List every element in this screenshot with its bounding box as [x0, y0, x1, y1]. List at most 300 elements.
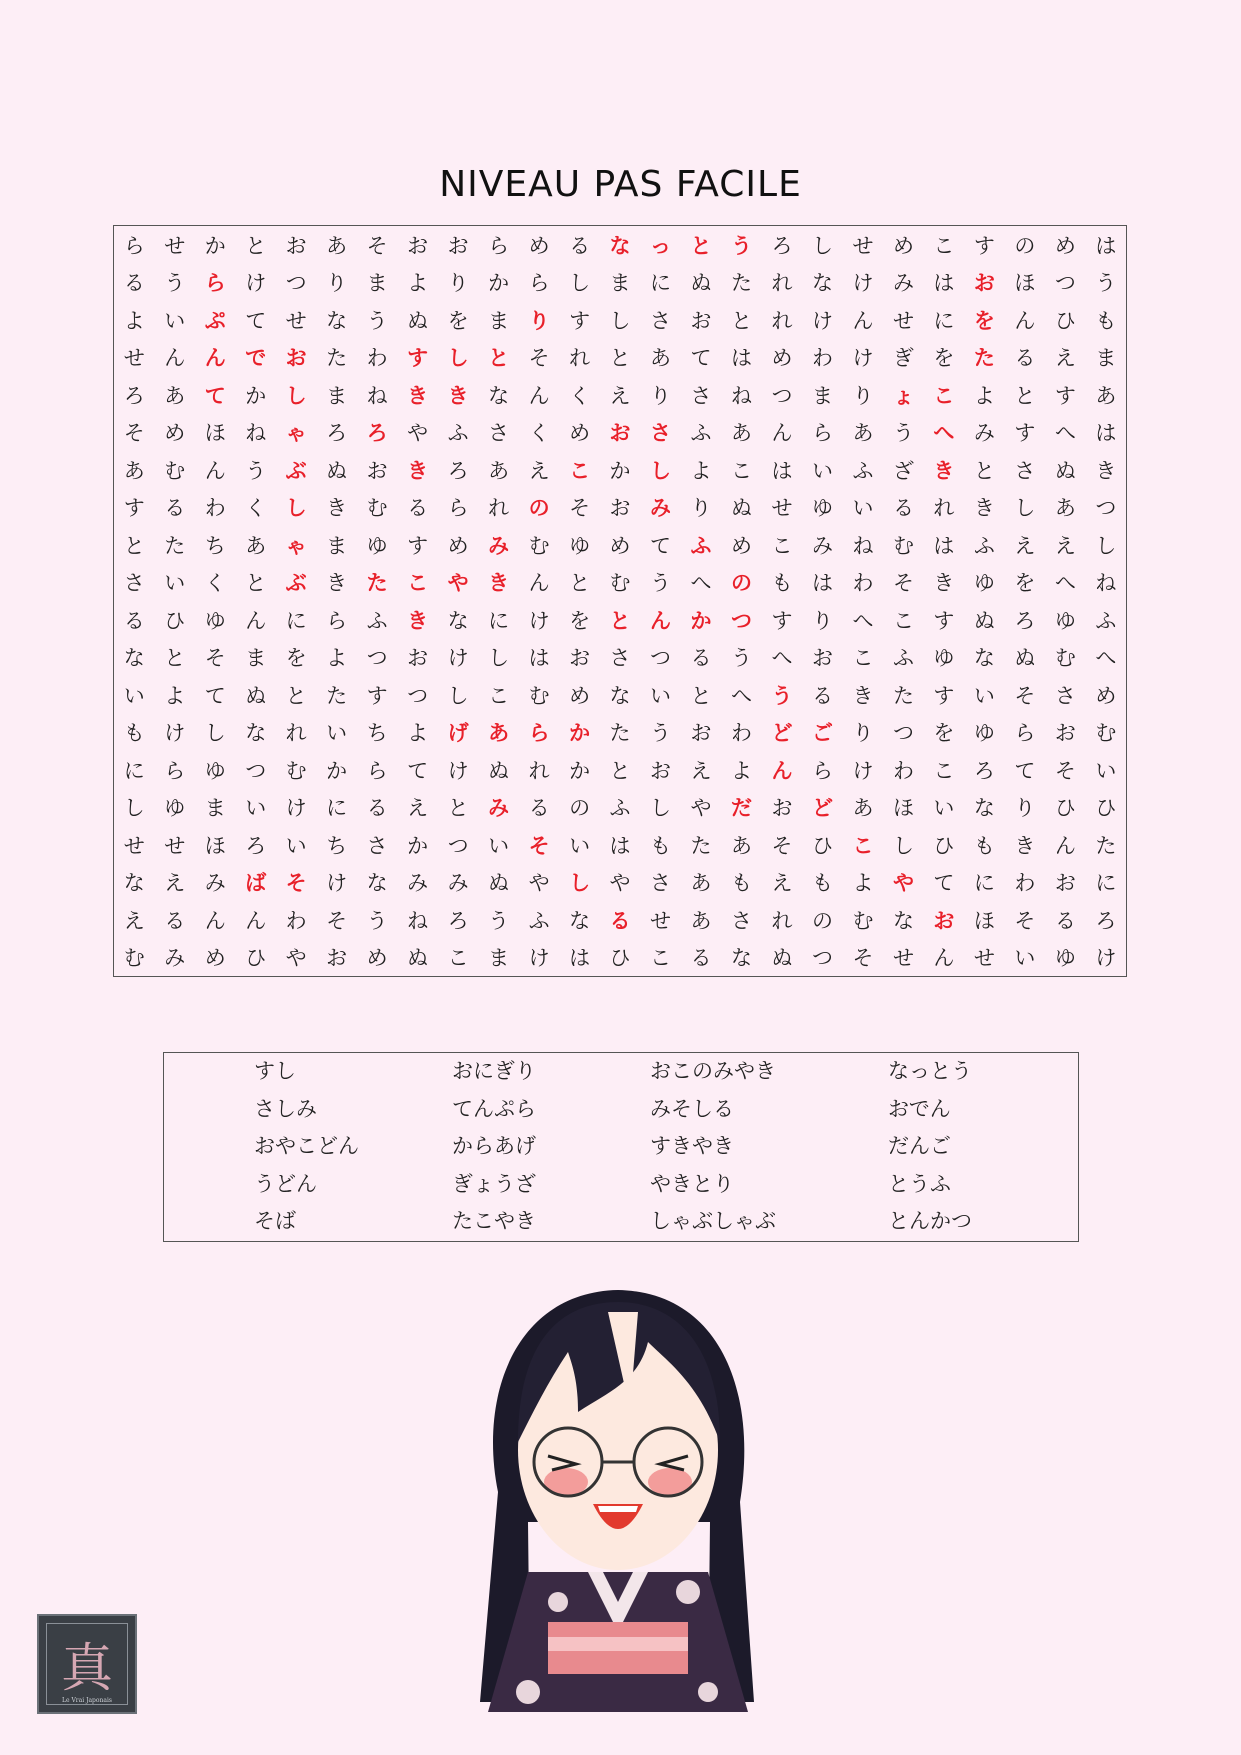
grid-cell: あ: [164, 383, 186, 408]
grid-cell: ぎ: [892, 346, 914, 371]
grid-cell: し: [123, 796, 145, 821]
grid-cell: ち: [204, 533, 226, 558]
grid-cell: い: [164, 571, 186, 596]
grid-cell: る: [123, 608, 145, 633]
grid-cell: な: [488, 383, 510, 408]
grid-cell: そ: [1054, 758, 1076, 783]
grid-cell: る: [1014, 346, 1036, 371]
grid-cell: か: [407, 833, 429, 858]
grid-cell: ね: [852, 533, 874, 558]
grid-cell: も: [771, 571, 793, 596]
grid-cell: せ: [123, 346, 145, 371]
grid-cell: そ: [771, 833, 793, 858]
grid-cell: と: [609, 758, 631, 783]
word-list-item: すきやき: [650, 1134, 734, 1158]
grid-cell: に: [326, 796, 348, 821]
grid-cell: こ: [933, 383, 955, 408]
grid-cell: ま: [1095, 346, 1117, 371]
grid-cell: ろ: [771, 233, 793, 258]
grid-cell: ま: [488, 946, 510, 971]
grid-cell: お: [690, 308, 712, 333]
word-list-item: おやこどん: [254, 1134, 359, 1158]
grid-cell: ゆ: [973, 571, 995, 596]
grid-cell: ぬ: [407, 946, 429, 971]
grid-cell: け: [164, 721, 186, 746]
grid-cell: も: [1095, 308, 1117, 333]
grid-cell: ほ: [1014, 271, 1036, 296]
grid-cell: か: [245, 383, 267, 408]
grid-cell: ん: [528, 383, 550, 408]
grid-cell: り: [650, 383, 672, 408]
grid-cell: い: [1095, 758, 1117, 783]
grid-cell: て: [204, 683, 226, 708]
grid-cell: ね: [1095, 571, 1117, 596]
grid-cell: り: [690, 496, 712, 521]
grid-row: [114, 226, 1126, 264]
grid-cell: よ: [326, 646, 348, 671]
grid-cell: ふ: [892, 646, 914, 671]
grid-cell: れ: [771, 271, 793, 296]
grid-cell: つ: [650, 646, 672, 671]
word-list-item: とうふ: [888, 1171, 951, 1196]
grid-cell: う: [650, 571, 672, 596]
grid-cell: で: [245, 346, 267, 371]
grid-cell: め: [1095, 683, 1117, 708]
grid-cell: つ: [811, 946, 833, 971]
grid-cell: み: [488, 796, 510, 821]
grid-row: [114, 264, 1126, 302]
grid-cell: し: [650, 796, 672, 821]
grid-cell: ふ: [528, 908, 550, 933]
grid-cell: ら: [123, 233, 145, 258]
grid-cell: ゃ: [285, 533, 307, 558]
grid-cell: わ: [811, 346, 833, 371]
logo-kanji: 真: [60, 1639, 113, 1699]
grid-cell: こ: [407, 571, 429, 596]
grid-cell: め: [609, 533, 631, 558]
grid-cell: わ: [852, 571, 874, 596]
grid-cell: め: [528, 233, 550, 258]
grid-row: [114, 414, 1126, 452]
grid-cell: ろ: [1095, 908, 1117, 933]
grid-cell: の: [528, 496, 550, 521]
grid-cell: ゆ: [811, 496, 833, 521]
grid-cell: き: [973, 496, 995, 521]
grid-cell: り: [852, 383, 874, 408]
grid-cell: き: [447, 383, 469, 408]
word-list: [163, 1052, 1079, 1242]
grid-cell: し: [1095, 533, 1117, 558]
grid-cell: あ: [731, 833, 752, 858]
grid-cell: え: [1054, 346, 1076, 371]
grid-cell: あ: [690, 871, 712, 896]
grid-cell: を: [933, 721, 955, 746]
word-search-grid: [113, 225, 1127, 977]
grid-cell: な: [731, 946, 752, 971]
word-list-item: からあげ: [452, 1134, 536, 1158]
grid-cell: ほ: [892, 796, 914, 821]
grid-cell: さ: [650, 871, 672, 896]
grid-cell: お: [771, 796, 793, 821]
grid-cell: う: [1095, 271, 1117, 296]
grid-cell: よ: [731, 758, 752, 783]
grid-cell: し: [488, 646, 510, 671]
grid-cell: す: [973, 233, 995, 258]
grid-row: [114, 676, 1126, 714]
grid-cell: を: [1014, 571, 1036, 596]
word-list-item: すし: [254, 1059, 296, 1083]
grid-cell: と: [1014, 383, 1036, 408]
grid-cell: こ: [731, 458, 752, 483]
grid-cell: お: [690, 721, 712, 746]
grid-cell: ま: [245, 646, 267, 671]
grid-cell: め: [569, 421, 591, 446]
grid-cell: を: [933, 346, 955, 371]
grid-cell: げ: [447, 721, 469, 746]
grid-cell: た: [326, 346, 348, 371]
word-list-item: ぎょうざ: [452, 1171, 536, 1196]
grid-cell: ふ: [447, 421, 469, 446]
grid-cell: け: [1095, 946, 1117, 971]
grid-cell: の: [731, 571, 752, 596]
grid-cell: ゃ: [285, 421, 307, 446]
grid-cell: や: [609, 871, 631, 896]
grid-cell: き: [407, 608, 429, 633]
grid-cell: お: [407, 233, 429, 258]
grid-cell: て: [1014, 758, 1036, 783]
grid-cell: と: [447, 796, 469, 821]
grid-cell: を: [285, 646, 307, 671]
grid-cell: い: [569, 833, 591, 858]
grid-cell: え: [1054, 533, 1076, 558]
grid-cell: す: [1014, 421, 1036, 446]
grid-cell: け: [447, 758, 469, 783]
grid-cell: ら: [528, 721, 550, 746]
grid-cell: に: [285, 608, 307, 633]
grid-cell: い: [123, 683, 145, 708]
grid-cell: も: [973, 833, 995, 858]
grid-cell: ら: [811, 421, 833, 446]
grid-cell: よ: [852, 871, 874, 896]
grid-cell: そ: [852, 946, 874, 971]
grid-cell: は: [569, 946, 591, 971]
grid-cell: ら: [811, 758, 833, 783]
grid-cell: け: [852, 758, 874, 783]
grid-cell: た: [731, 271, 752, 296]
grid-cell: り: [852, 721, 874, 746]
grid-row: [114, 864, 1126, 902]
grid-cell: い: [811, 458, 833, 483]
grid-cell: ゆ: [164, 796, 186, 821]
grid-cell: き: [488, 571, 510, 596]
grid-cell: み: [811, 533, 833, 558]
grid-cell: ま: [366, 271, 388, 296]
grid-cell: ぬ: [1054, 458, 1076, 483]
grid-cell: ら: [447, 496, 469, 521]
grid-cell: ば: [245, 871, 267, 896]
grid-cell: み: [407, 871, 429, 896]
grid-cell: ま: [811, 383, 833, 408]
grid-cell: る: [123, 271, 145, 296]
grid-cell: ひ: [164, 608, 186, 633]
grid-cell: ろ: [447, 908, 469, 933]
grid-cell: き: [933, 458, 955, 483]
grid-cell: ま: [326, 383, 348, 408]
grid-cell: ら: [488, 233, 510, 258]
grid-cell: せ: [123, 833, 145, 858]
grid-cell: さ: [1054, 683, 1076, 708]
grid-cell: ひ: [609, 946, 631, 971]
grid-cell: た: [973, 346, 995, 371]
grid-cell: へ: [933, 421, 955, 446]
grid-cell: れ: [569, 346, 591, 371]
word-list-item: おにぎり: [452, 1059, 536, 1083]
grid-cell: た: [609, 721, 631, 746]
grid-cell: お: [447, 233, 469, 258]
grid-cell: ま: [488, 308, 510, 333]
grid-cell: つ: [407, 683, 429, 708]
grid-row: [114, 714, 1126, 752]
grid-cell: こ: [771, 533, 793, 558]
grid-cell: ぬ: [488, 758, 510, 783]
grid-row: [114, 751, 1126, 789]
grid-cell: に: [650, 271, 672, 296]
grid-cell: そ: [1014, 683, 1036, 708]
grid-cell: け: [447, 646, 469, 671]
grid-cell: く: [245, 496, 267, 521]
grid-cell: つ: [731, 608, 752, 633]
grid-cell: て: [933, 871, 955, 896]
grid-cell: と: [973, 458, 995, 483]
grid-row: [114, 301, 1126, 339]
grid-cell: ふ: [366, 608, 388, 633]
grid-cell: と: [245, 571, 267, 596]
grid-cell: は: [1095, 421, 1117, 446]
grid-cell: か: [488, 271, 510, 296]
grid-cell: ふ: [690, 421, 712, 446]
grid-cell: ら: [1014, 721, 1036, 746]
grid-cell: し: [650, 458, 672, 483]
grid-cell: ひ: [245, 946, 267, 971]
grid-cell: お: [1054, 871, 1076, 896]
grid-cell: あ: [488, 721, 510, 746]
grid-cell: い: [650, 683, 672, 708]
grid-cell: ん: [204, 346, 226, 371]
grid-cell: よ: [973, 383, 995, 408]
grid-cell: ょ: [892, 383, 914, 408]
grid-cell: は: [933, 271, 955, 296]
grid-cell: な: [245, 721, 267, 746]
grid-cell: お: [811, 646, 833, 671]
grid-cell: と: [609, 346, 631, 371]
grid-cell: は: [933, 533, 955, 558]
grid-cell: な: [569, 908, 591, 933]
grid-cell: ゆ: [973, 721, 995, 746]
grid-row: [114, 826, 1126, 864]
grid-cell: つ: [366, 646, 388, 671]
grid-cell: に: [488, 608, 510, 633]
grid-cell: ぬ: [973, 608, 995, 633]
grid-cell: の: [1014, 233, 1036, 258]
grid-cell: ど: [811, 796, 833, 821]
grid-row: [114, 339, 1126, 377]
grid-cell: へ: [1095, 646, 1117, 671]
grid-cell: そ: [123, 421, 145, 446]
grid-cell: そ: [528, 346, 550, 371]
word-list-item: おこのみやき: [650, 1059, 776, 1083]
grid-cell: は: [771, 458, 793, 483]
grid-cell: た: [690, 833, 712, 858]
grid-cell: そ: [326, 908, 348, 933]
grid-cell: み: [650, 496, 672, 521]
grid-cell: ひ: [1054, 796, 1076, 821]
grid-cell: る: [569, 233, 591, 258]
grid-cell: う: [731, 233, 752, 258]
grid-row: [114, 901, 1126, 939]
grid-cell: こ: [933, 233, 955, 258]
grid-cell: さ: [1014, 458, 1036, 483]
grid-cell: や: [285, 946, 307, 971]
grid-cell: だ: [731, 796, 752, 821]
grid-cell: も: [731, 871, 752, 896]
word-list-item: たこやき: [452, 1209, 536, 1233]
grid-cell: む: [528, 683, 550, 708]
grid-cell: き: [326, 571, 348, 596]
grid-cell: め: [731, 533, 752, 558]
grid-cell: せ: [164, 233, 186, 258]
grid-cell: し: [811, 233, 833, 258]
grid-cell: ん: [933, 946, 955, 971]
grid-cell: こ: [569, 458, 591, 483]
grid-cell: し: [447, 683, 469, 708]
grid-cell: い: [1014, 946, 1036, 971]
grid-cell: は: [528, 646, 550, 671]
grid-cell: い: [285, 833, 307, 858]
grid-cell: せ: [650, 908, 672, 933]
grid-cell: て: [690, 346, 712, 371]
grid-cell: た: [164, 533, 186, 558]
grid-cell: も: [123, 721, 145, 746]
grid-cell: わ: [731, 721, 752, 746]
grid-cell: あ: [852, 796, 874, 821]
grid-cell: き: [852, 683, 874, 708]
grid-cell: お: [1054, 721, 1076, 746]
grid-cell: す: [407, 346, 429, 371]
grid-cell: ふ: [1095, 608, 1117, 633]
word-list-item: うどん: [254, 1171, 317, 1196]
grid-cell: お: [569, 646, 591, 671]
grid-cell: き: [407, 458, 429, 483]
grid-cell: ご: [811, 721, 833, 746]
grid-cell: せ: [852, 233, 874, 258]
grid-cell: と: [285, 683, 307, 708]
grid-cell: さ: [690, 383, 712, 408]
grid-row: [114, 639, 1126, 677]
grid-cell: つ: [447, 833, 469, 858]
grid-cell: つ: [245, 758, 267, 783]
grid-cell: と: [123, 533, 145, 558]
grid-cell: せ: [771, 496, 793, 521]
grid-cell: に: [973, 871, 995, 896]
grid-cell: て: [245, 308, 267, 333]
grid-cell: お: [366, 458, 388, 483]
word-list-item: やきとり: [650, 1171, 734, 1196]
grid-cell: ろ: [973, 758, 995, 783]
grid-cell: な: [892, 908, 914, 933]
grid-row: [114, 526, 1126, 564]
grid-cell: ほ: [204, 833, 226, 858]
grid-cell: め: [892, 233, 914, 258]
grid-cell: そ: [204, 646, 226, 671]
grid-cell: れ: [285, 721, 307, 746]
grid-cell: す: [123, 496, 145, 521]
grid-cell: ち: [326, 833, 348, 858]
grid-cell: る: [528, 796, 550, 821]
grid-cell: な: [447, 608, 469, 633]
grid-cell: せ: [892, 946, 914, 971]
grid-cell: れ: [771, 308, 793, 333]
grid-cell: ろ: [123, 383, 145, 408]
grid-row: [114, 451, 1126, 489]
grid-cell: え: [123, 908, 145, 933]
grid-cell: あ: [1095, 383, 1117, 408]
grid-cell: ま: [204, 796, 226, 821]
grid-cell: と: [569, 571, 591, 596]
grid-cell: け: [285, 796, 307, 821]
grid-cell: あ: [852, 421, 874, 446]
grid-cell: や: [690, 796, 712, 821]
grid-cell: そ: [1014, 908, 1036, 933]
grid-row: [114, 939, 1126, 977]
grid-cell: ん: [1014, 308, 1036, 333]
grid-cell: あ: [245, 533, 267, 558]
grid-cell: な: [609, 233, 631, 258]
grid-cell: め: [366, 946, 388, 971]
grid-cell: ろ: [447, 458, 469, 483]
grid-cell: ろ: [245, 833, 267, 858]
grid-cell: き: [407, 383, 429, 408]
grid-cell: ぬ: [690, 271, 712, 296]
grid-cell: ゆ: [933, 646, 955, 671]
grid-cell: の: [569, 796, 591, 821]
word-list-item: だんご: [888, 1134, 951, 1158]
grid-cell: て: [204, 383, 226, 408]
grid-cell: れ: [771, 908, 793, 933]
grid-cell: け: [528, 608, 550, 633]
grid-cell: れ: [528, 758, 550, 783]
grid-cell: す: [366, 683, 388, 708]
grid-cell: め: [164, 421, 186, 446]
grid-cell: く: [204, 571, 226, 596]
grid-cell: よ: [407, 721, 429, 746]
grid-cell: き: [933, 571, 955, 596]
grid-cell: て: [407, 758, 429, 783]
word-list-item: みそしる: [650, 1096, 734, 1121]
grid-cell: ぬ: [1014, 646, 1036, 671]
grid-cell: む: [1054, 646, 1076, 671]
grid-cell: せ: [973, 946, 995, 971]
grid-cell: し: [285, 496, 307, 521]
grid-cell: お: [933, 908, 955, 933]
grid-cell: い: [933, 796, 955, 821]
grid-cell: ゆ: [204, 758, 226, 783]
grid-cell: み: [973, 421, 995, 446]
grid-cell: う: [245, 458, 267, 483]
grid-cell: お: [285, 233, 307, 258]
grid-cell: ん: [650, 608, 672, 633]
word-list-item: てんぷら: [452, 1096, 536, 1121]
grid-row: [114, 601, 1126, 639]
